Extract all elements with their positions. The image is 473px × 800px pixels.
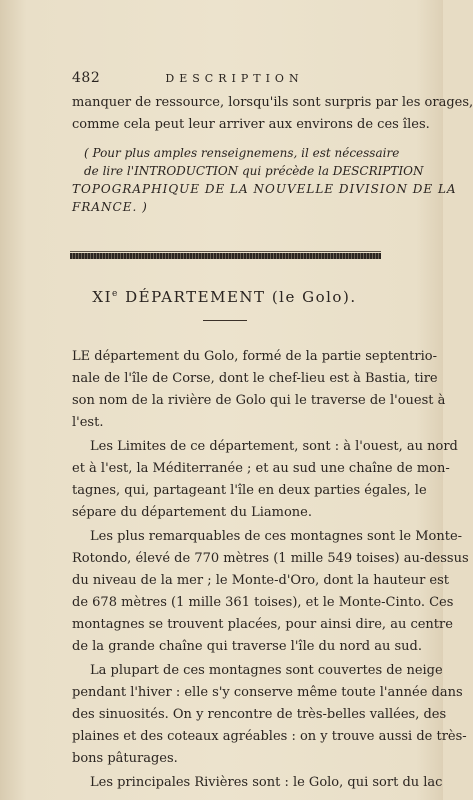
text-line: Les plus remarquables de ces montagnes sont le Monte- xyxy=(90,529,463,544)
page-number: 482 xyxy=(72,70,101,86)
running-title: DESCRIPTION xyxy=(165,72,304,85)
text-line: de 678 mètres (1 mille 361 toises), et le Monte-Cinto. Ces xyxy=(72,595,454,610)
heading-underline xyxy=(203,320,247,321)
running-header xyxy=(72,70,377,90)
text-line: sépare du département du Liamone. xyxy=(72,505,312,520)
paragraph-1 xyxy=(72,346,446,434)
text-line: tagnes, qui, partageant l'île en deux parties égales, le xyxy=(72,483,427,498)
text-line: son nom de la rivière de Golo qui le traverse de l'ouest à xyxy=(72,393,446,408)
paragraph-5 xyxy=(72,772,443,794)
section-title: DÉPARTEMENT (le Golo). xyxy=(125,288,357,306)
text-line: des sinuosités. On y rencontre de très-belles vallées, des xyxy=(72,707,447,722)
text-line: du niveau de la mer ; le Monte-d'Oro, dont la hauteur est xyxy=(72,573,450,588)
paragraph-4 xyxy=(72,660,467,770)
reference-note xyxy=(72,144,457,216)
text-line: montagnes se trouvent placées, pour ainsi dire, au centre xyxy=(72,617,453,632)
text-line: pendant l'hiver : elle s'y conserve même toute l'année dans xyxy=(72,685,463,700)
note-line: de lire l'INTRODUCTION qui précède la DESCRIPTION xyxy=(84,164,424,178)
text-line: Les principales Rivières sont : le Golo, qui sort du lac xyxy=(90,775,443,790)
text-line: et à l'est, la Méditerranée ; et au sud une chaîne de mon- xyxy=(72,461,450,476)
paragraph-2 xyxy=(72,436,458,524)
section-number: XI xyxy=(92,288,112,306)
section-divider xyxy=(70,253,381,259)
paragraph-3 xyxy=(72,526,469,658)
text-line: bons pâturages. xyxy=(72,751,178,766)
text-line: comme cela peut leur arriver aux environs de ces îles. xyxy=(72,117,430,132)
text-line: plaines et des coteaux agréables : on y trouve aussi de très- xyxy=(72,729,467,744)
note-line: ( Pour plus amples renseignemens, il est nécessaire xyxy=(84,146,400,160)
text-line: de la grande chaîne qui traverse l'île du nord au sud. xyxy=(72,639,422,654)
text-line: La plupart de ces montagnes sont couvertes de neige xyxy=(90,663,443,678)
text-line: l'est. xyxy=(72,415,104,430)
note-line: FRANCE. ) xyxy=(72,200,148,214)
text-line: Les Limites de ce département, sont : à l'ouest, au nord xyxy=(90,439,458,454)
section-heading xyxy=(72,288,377,306)
text-line: manquer de ressource, lorsqu'ils sont surpris par les orages, xyxy=(72,95,473,110)
intro-paragraph xyxy=(72,92,473,136)
text-line: LE département du Golo, formé de la partie septentrio- xyxy=(72,349,437,364)
note-line: TOPOGRAPHIQUE DE LA NOUVELLE DIVISION DE LA xyxy=(72,182,457,196)
divider-thin xyxy=(70,251,381,252)
section-number-sup: e xyxy=(112,289,119,299)
text-line: nale de l'île de Corse, dont le chef-lieu est à Bastia, tire xyxy=(72,371,438,386)
text-line: Rotondo, élevé de 770 mètres (1 mille 549 toises) au-dessus xyxy=(72,551,469,566)
